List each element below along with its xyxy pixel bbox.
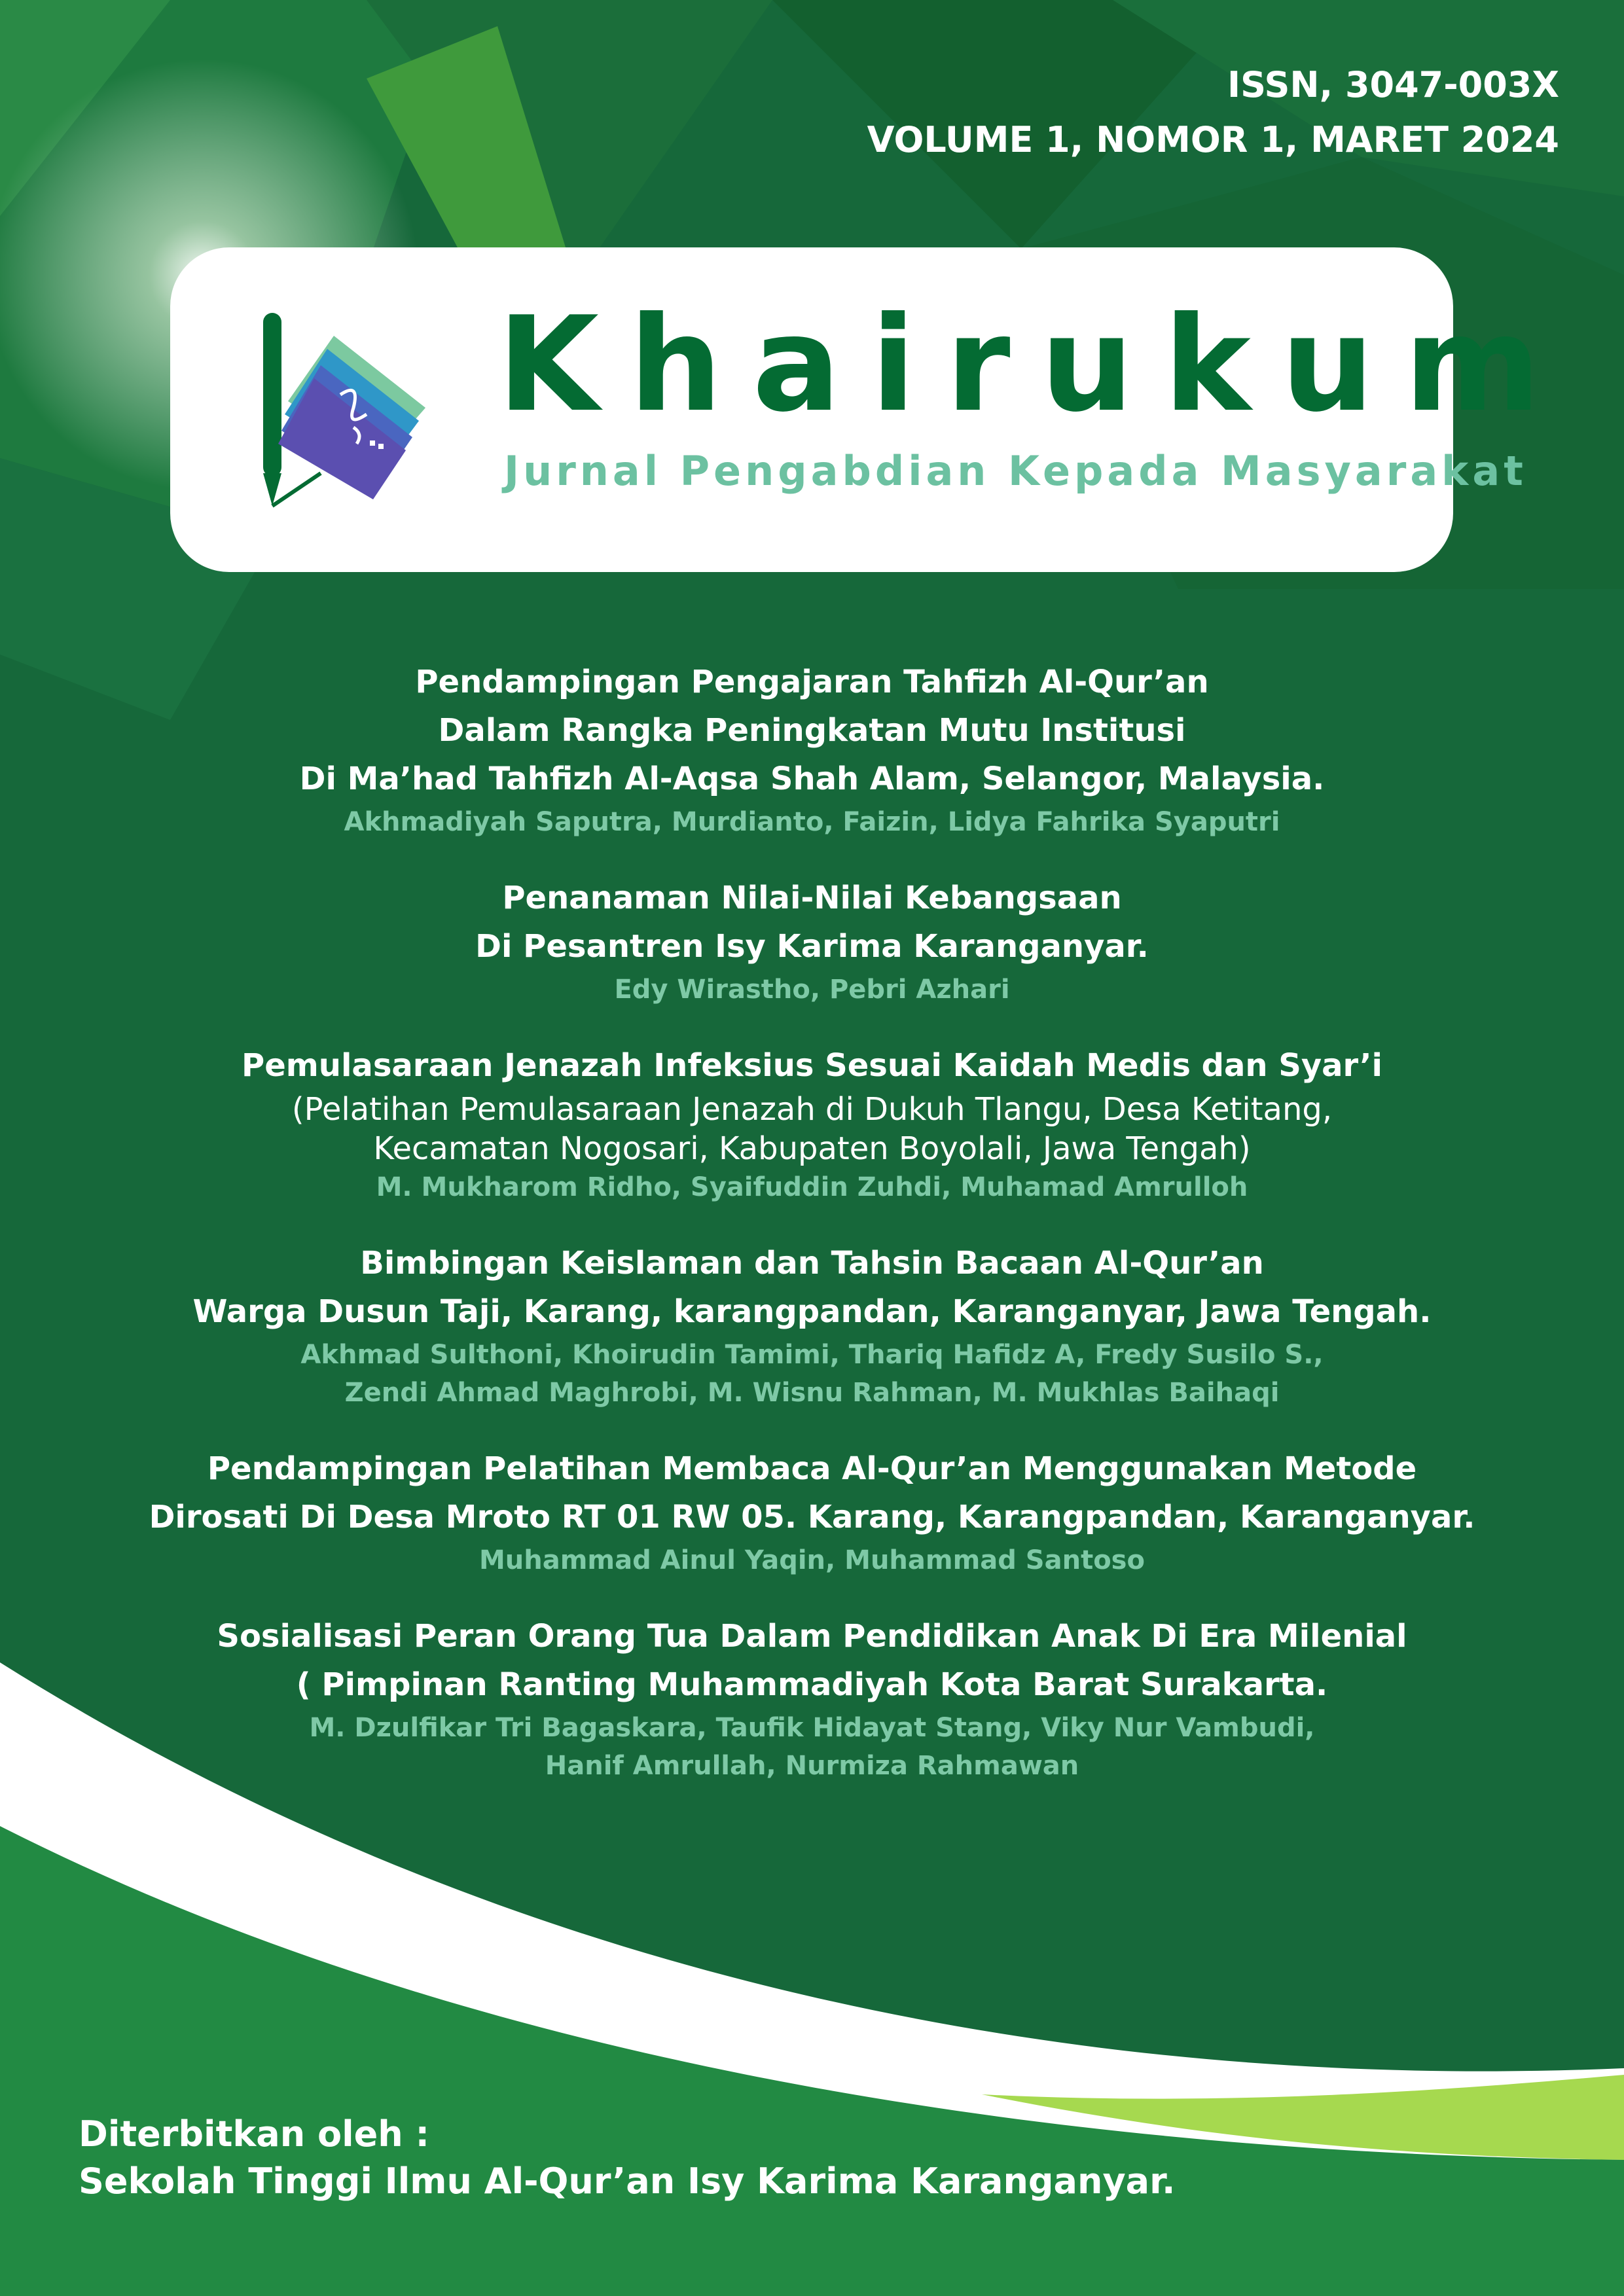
article-title: Warga Dusun Taji, Karang, karangpandan, Karanganyar, Jawa Tengah. <box>192 1293 1432 1330</box>
article-title: Dirosati Di Desa Mroto RT 01 RW 05. Karang, Karangpandan, Karanganyar. <box>149 1499 1475 1535</box>
article-entry <box>98 1041 1526 1206</box>
article-list <box>98 658 1526 1818</box>
article-subtitle: (Pelatihan Pemulasaraan Jenazah di Dukuh Tlangu, Desa Ketitang, <box>291 1091 1333 1128</box>
article-subtitle: Kecamatan Nogosari, Kabupaten Boyolali, Jawa Tengah) <box>373 1130 1251 1167</box>
publisher-info <box>79 2111 1176 2205</box>
article-entry <box>98 874 1526 1009</box>
article-authors: Akhmadiyah Saputra, Murdianto, Faizin, Lidya Fahrika Syaputri <box>344 807 1280 837</box>
article-title: Sosialisasi Peran Orang Tua Dalam Pendidikan Anak Di Era Milenial <box>217 1618 1407 1655</box>
article-authors: Edy Wirastho, Pebri Azhari <box>614 975 1010 1005</box>
article-title: Di Ma’had Tahfizh Al-Aqsa Shah Alam, Selangor, Malaysia. <box>299 761 1325 797</box>
article-authors: Zendi Ahmad Maghrobi, M. Wisnu Rahman, M. Mukhlas Baihaqi <box>344 1378 1280 1408</box>
article-authors: M. Mukharom Ridho, Syaifuddin Zuhdi, Muhamad Amrulloh <box>376 1172 1248 1202</box>
article-authors: Hanif Amrullah, Nurmiza Rahmawan <box>545 1751 1079 1781</box>
article-title: Pendampingan Pengajaran Tahfizh Al-Qur’an <box>415 664 1209 700</box>
journal-subtitle: Jurnal Pengabdian Kepada Masyarakat <box>504 447 1527 495</box>
article-title: Di Pesantren Isy Karima Karanganyar. <box>475 928 1149 965</box>
issn-text: ISSN, 3047-003X <box>1227 64 1559 105</box>
volume-text: VOLUME 1, NOMOR 1, MARET 2024 <box>867 119 1559 160</box>
article-title: Bimbingan Keislaman dan Tahsin Bacaan Al-Qur’an <box>360 1245 1264 1282</box>
article-entry <box>98 1239 1526 1412</box>
article-entry <box>98 1444 1526 1579</box>
publisher-label: Diterbitkan oleh : <box>79 2113 430 2155</box>
article-title: ( Pimpinan Ranting Muhammadiyah Kota Barat Surakarta. <box>296 1666 1328 1703</box>
article-authors: M. Dzulfikar Tri Bagaskara, Taufik Hidayat Stang, Viky Nur Vambudi, <box>309 1713 1315 1743</box>
article-title: Dalam Rangka Peningkatan Mutu Institusi <box>438 712 1186 749</box>
article-entry <box>98 1612 1526 1785</box>
publisher-name: Sekolah Tinggi Ilmu Al-Qur’an Isy Karima Karanganyar. <box>79 2161 1176 2202</box>
journal-logo-panel <box>170 247 1571 572</box>
article-title: Pemulasaraan Jenazah Infeksius Sesuai Kaidah Medis dan Syar’i <box>242 1047 1382 1084</box>
journal-name: Khairukum <box>497 289 1571 441</box>
article-title: Penanaman Nilai-Nilai Kebangsaan <box>502 880 1122 916</box>
article-authors: Muhammad Ainul Yaqin, Muhammad Santoso <box>479 1545 1145 1575</box>
issue-info <box>867 58 1559 168</box>
article-entry <box>98 658 1526 841</box>
article-authors: Akhmad Sulthoni, Khoirudin Tamimi, Thariq Hafidz A, Fredy Susilo S., <box>300 1340 1324 1370</box>
article-title: Pendampingan Pelatihan Membaca Al-Qur’an Menggunakan Metode <box>207 1450 1417 1487</box>
journal-logo-icon <box>249 310 445 519</box>
